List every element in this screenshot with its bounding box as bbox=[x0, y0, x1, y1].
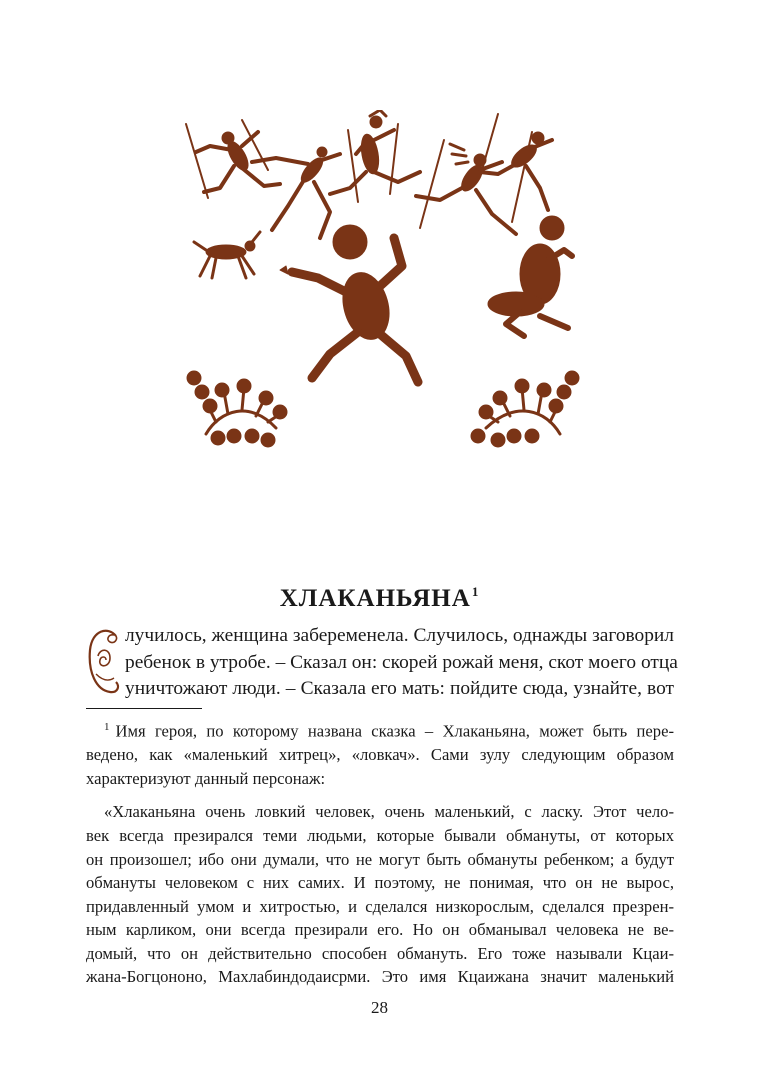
body-line: лучилось, женщина забеременела. Случилось, однажды заговорил bbox=[125, 625, 674, 646]
rock-art-illustration bbox=[180, 110, 580, 455]
footnote-line: обмануты человеком с них самих. И поэтому, не понимая, что он не вырос, bbox=[86, 873, 674, 893]
footnote bbox=[86, 716, 674, 989]
footnote-line: характеризуют данный персонаж: bbox=[86, 768, 326, 788]
page-number: 28 bbox=[371, 998, 388, 1017]
footnote-line-text: Имя героя, по которому названа сказка – Хлаканьяна, может быть пере- bbox=[115, 721, 674, 741]
footnote-line: он произошел; ибо они думали, что не могут быть обмануты ребенком; а будут bbox=[86, 849, 674, 869]
title-footnote-mark: 1 bbox=[471, 584, 480, 599]
rock-art-figures bbox=[180, 110, 580, 455]
chapter-title bbox=[0, 584, 759, 613]
footnote-line: придавленный умом и хитростью, и сделался низкорослым, сделался презрен- bbox=[86, 896, 674, 916]
footnote-line: жана-Богцононо, Махлабиндодаисрми. Это имя Кцаижана значит маленький bbox=[86, 967, 674, 987]
footnote-quote bbox=[86, 800, 674, 989]
body-line: ребенок в утробе. – Сказал он: скорей рожай меня, скот моего отца bbox=[125, 651, 678, 673]
footnote-line: ным карликом, они всегда презирали его. Но он обманывал человека не ве- bbox=[86, 920, 674, 940]
body-line: уничтожают люди. – Сказала его мать: пойдите сюда, узнайте, вот bbox=[125, 678, 674, 699]
chapter-body bbox=[86, 623, 678, 703]
footnote-line: домый, что он действительно способен обмануть. Его тоже называли Кцаи- bbox=[86, 943, 674, 963]
footnote-mark: 1 bbox=[104, 721, 110, 733]
footnote-separator bbox=[86, 708, 202, 709]
footnote-line: век всегда презирался теми людьми, которые бывали обмануты, от которых bbox=[86, 825, 674, 845]
footnote-line: ведено, как «маленький хитрец», «ловкач». Сами зулу следующим образом bbox=[86, 745, 674, 765]
footnote-line: «Хлаканьяна очень ловкий человек, очень маленький, с ласку. Этот чело- bbox=[104, 802, 674, 822]
footnote-line bbox=[86, 716, 674, 743]
chapter-title-text: ХЛАКАНЬЯНА bbox=[279, 585, 471, 612]
